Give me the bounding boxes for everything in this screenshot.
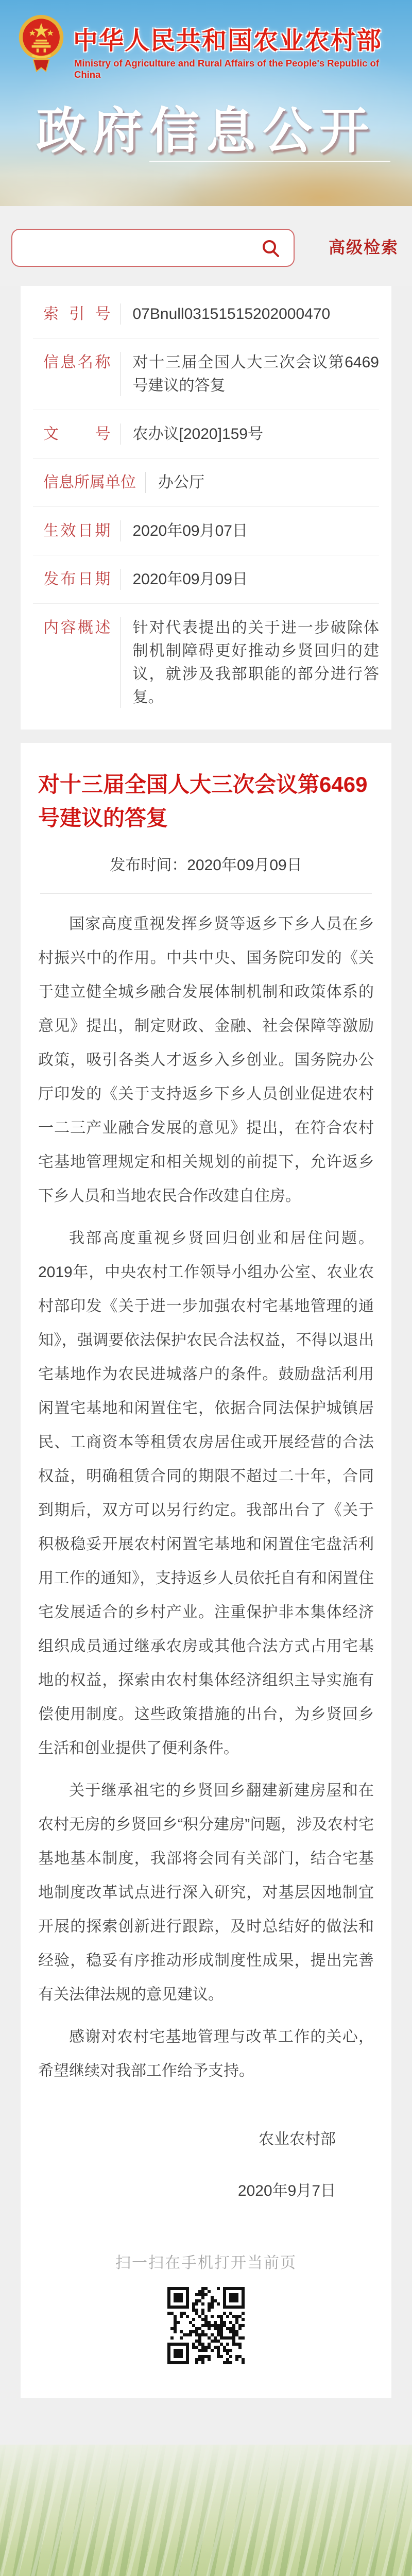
meta-value: 07Bnull03151515202000470 [132, 306, 331, 323]
meta-value: 办公厅 [158, 474, 204, 491]
meta-row [33, 459, 379, 507]
search-section [0, 206, 412, 286]
national-emblem-icon [18, 13, 65, 76]
article-card [21, 743, 391, 2398]
page-banner-title: 政府信息公开 [36, 104, 376, 159]
article-paragraph: 我部高度重视乡贤回归创业和居住问题。2019年，中央农村工作领导小组办公室、农业农村部印发《关于进一步加强农村宅基地管理的通知》，强调要依法保护农民合法权益，不得以退出宅基地作为农民进城落户的条件。鼓励盘活利用闲置宅基地和闲置住宅，依据合同法保护城镇居民、工商资本等租赁农房居住或开展经营的合法权益，明确租赁合同的期限不超过二十年，合同到期后，双方可以另行约定。我部出台了《关于积极稳妥开展农村闲置宅基地和闲置住宅盘活利用工作的通知》，支持返乡人员依托自有和闲置住宅发展适合的乡村产业。注重保护非本集体经济组织成员通过继承农房或其他合法方式占用宅基地的权益，探索由农村集体经济组织主导实施有偿使用制度。这些政策措施的出台，为乡贤回乡生活和创业提供了便利条件。 [38, 1230, 374, 1757]
meta-label: 生效日期 [43, 522, 111, 539]
search-icon[interactable] [261, 239, 281, 259]
meta-row [33, 338, 379, 410]
article-body [36, 907, 376, 2088]
search-box[interactable] [11, 229, 295, 267]
banner-divider [149, 161, 390, 162]
meta-label: 信息所属单位 [43, 474, 136, 491]
publish-time: 发布时间：2020年09月09日 [110, 857, 302, 874]
label-value-divider [120, 520, 121, 541]
advanced-search-link[interactable]: 高级检索 [328, 238, 399, 257]
meta-row [33, 555, 379, 604]
meta-value: 2020年09月09日 [132, 571, 248, 588]
label-value-divider [120, 569, 121, 590]
title-divider [40, 893, 372, 894]
meta-row [33, 604, 379, 721]
meta-rows [33, 290, 379, 721]
site-header [0, 0, 412, 206]
meta-value: 农办议[2020]159号 [132, 426, 263, 443]
label-value-divider [120, 617, 121, 708]
meta-value: 2020年09月07日 [132, 522, 248, 539]
meta-row [33, 507, 379, 555]
meta-label: 文号 [43, 426, 111, 443]
site-footer [0, 2445, 412, 2576]
label-value-divider [120, 352, 121, 396]
label-value-divider [120, 423, 121, 445]
article-title: 对十三届全国人大三次会议第6469号建议的答复 [38, 772, 368, 831]
label-value-divider [120, 303, 121, 325]
signature: 农业农村部 [259, 2131, 336, 2148]
footer-host [0, 2574, 412, 2576]
meta-label: 索引号 [43, 306, 111, 323]
meta-value: 针对代表提出的关于进一步破除体制机制障碍更好推动乡贤回归的建议，就涉及我部职能的部分进行答复。 [132, 619, 379, 706]
qr-caption: 扫一扫在手机打开当前页 [115, 2255, 297, 2272]
ministry-name-en: Ministry of Agriculture and Rural Affairs of the People's Republic of China [74, 58, 380, 80]
article-paragraph: 关于继承祖宅的乡贤回乡翻建新建房屋和在农村无房的乡贤回乡“积分建房”问题，涉及农村宅基地基本制度，我部将会同有关部门，结合宅基地制度改革试点进行深入研究，对基层因地制宜开展的探索创新进行跟踪，及时总结好的做法和经验，稳妥有序推动形成制度性成果，提出完善有关法律法规的意见建议。 [38, 1782, 374, 2004]
meta-value: 对十三届全国人大三次会议第6469号建议的答复 [132, 354, 379, 394]
label-value-divider [145, 472, 146, 493]
document-meta-card [21, 286, 391, 730]
article-paragraph: 感谢对农村宅基地管理与改革工作的关心，希望继续对我部工作给予支持。 [38, 2028, 374, 2080]
search-input[interactable] [22, 234, 255, 263]
ministry-name: 中华人民共和国农业农村部 [73, 27, 383, 55]
meta-label: 发布日期 [43, 571, 111, 588]
meta-row [33, 290, 379, 338]
meta-label: 内容概述 [43, 619, 111, 636]
meta-label: 信息名称 [43, 354, 111, 371]
signature-date: 2020年9月7日 [237, 2182, 336, 2200]
qr-code [167, 2287, 245, 2364]
article-paragraph: 国家高度重视发挥乡贤等返乡下乡人员在乡村振兴中的作用。中共中央、国务院印发的《关于建立健全城乡融合发展体制机制和政策体系的意见》提出，制定财政、金融、社会保障等激励政策，吸引各类人才返乡入乡创业。国务院办公厅印发的《关于支持返乡下乡人员创业促进农村一二三产业融合发展的意见》提出，在符合农村宅基地管理规定和相关规划的前提下，允许返乡下乡人员和当地农民合作改建自住房。 [38, 916, 374, 1205]
meta-row [33, 410, 379, 459]
